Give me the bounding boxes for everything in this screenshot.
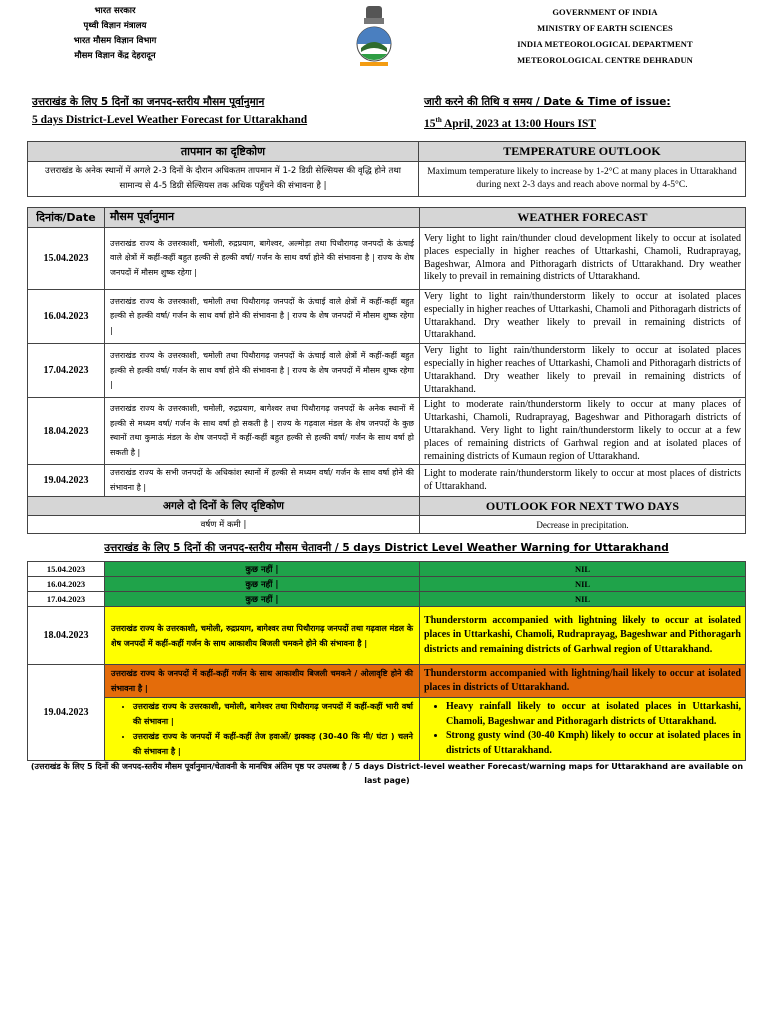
issue-datetime bbox=[424, 111, 744, 133]
outlook-header-hi: अगले दो दिनों के लिए दृष्टिकोण bbox=[28, 497, 420, 516]
page-title bbox=[32, 93, 362, 129]
warning-date: 15.04.2023 bbox=[28, 562, 105, 577]
temperature-header-en: TEMPERATURE OUTLOOK bbox=[419, 142, 746, 162]
list-item: • उत्तराखंड राज्य के जनपदों में कहीं-कहीं तेज हवाओं/ झक्कड़ (30-40 कि मी/ घंटा ) चलने की संभावना है | bbox=[133, 729, 413, 759]
forecast-date: 16.04.2023 bbox=[28, 290, 105, 344]
col-en-header: WEATHER FORECAST bbox=[420, 208, 746, 228]
issue-label bbox=[424, 93, 744, 111]
table-row bbox=[28, 562, 746, 577]
table-row bbox=[28, 592, 746, 607]
table-row bbox=[28, 398, 746, 465]
warning-date: 19.04.2023 bbox=[28, 665, 105, 761]
warning-hi: कुछ नहीं | bbox=[105, 562, 420, 577]
header-left-line: पृथ्वी विज्ञान मंत्रालय bbox=[83, 21, 147, 31]
emblem-logo bbox=[352, 0, 396, 72]
header-right-line: MINISTRY OF EARTH SCIENCES bbox=[537, 23, 673, 33]
issue-day-suffix: th bbox=[435, 116, 442, 124]
forecast-hi: उत्तराखंड राज्य के उत्तरकाशी, चमोली, रुद्रप्रयाग, बागेश्वर तथा पिथौरागढ़ जनपदों के अनेक स्थानों में हल्की से मध्यम वर्षा/ गर्जन के साथ वर्षा हो सकती है | राज्य के गढ़वाल मंडल के शेष जनपदों के कुछ स्थानों तथा कुमाऊं मंडल के शेष जनपदों में कहीं-कहीं बहुत हल्की से हल्की वर्षा/ गर्जन के साथ वर्षा हो सकती है | bbox=[105, 398, 420, 465]
table-row bbox=[28, 228, 746, 290]
table-row bbox=[28, 698, 746, 761]
warning-en: Thunderstorm accompanied with lightning/hail likely to occur at isolated places in districts of Uttarakhand. bbox=[420, 665, 746, 698]
forecast-table bbox=[27, 207, 746, 534]
warning-hi: उत्तराखंड राज्य के उत्तरकाशी, चमोली, रुद्रप्रयाग, बागेश्वर तथा पिथौरागढ़ जनपदों तथा गढ़वाल मंडल के शेष जनपदों में कहीं-कहीं गर्जन के साथ आकाशीय बिजली चमकने होने की संभावना है | bbox=[105, 607, 420, 665]
header-right bbox=[490, 4, 720, 68]
list-item: • Heavy rainfall likely to occur at isolated places in Uttarkashi, Chamoli, Bageshwar and Pithoragarh districts of Uttarakhand. bbox=[446, 700, 741, 729]
forecast-en: Light to moderate rain/thunderstorm likely to occur at most places of districts of Uttarakhand. bbox=[420, 465, 746, 497]
outlook-body-en: Decrease in precipitation. bbox=[420, 516, 746, 534]
forecast-en: Very light to light rain/thunderstorm likely to occur at isolated places especially in higher reaches of Uttarkashi, Chamoli and Pithoragarh districts of Uttarakhand. Dry weather likely to prevail in remaining districts of Uttarakhand. bbox=[420, 344, 746, 398]
table-row bbox=[28, 577, 746, 592]
warning-en: NIL bbox=[420, 562, 746, 577]
warning-title: उत्तराखंड के लिए 5 दिनों की जनपद-स्तरीय मौसम चेतावनी / 5 days District Level Weather Warning for Uttarakhand bbox=[104, 542, 669, 554]
bullet-list bbox=[424, 700, 741, 758]
title-hindi: उत्तराखंड के लिए 5 दिनों का जनपद-स्तरीय मौसम पूर्वानुमान bbox=[32, 96, 265, 108]
title-english: 5 days District-Level Weather Forecast for Uttarakhand bbox=[32, 114, 308, 126]
header-left-line: भारत सरकार bbox=[94, 6, 136, 16]
header-left bbox=[40, 4, 190, 64]
col-date-header: दिनांक/Date bbox=[28, 208, 105, 228]
forecast-date: 19.04.2023 bbox=[28, 465, 105, 497]
header-left-line: मौसम विज्ञान केंद्र देहरादून bbox=[74, 51, 156, 61]
warning-hi: कुछ नहीं | bbox=[105, 577, 420, 592]
temperature-outlook-table bbox=[27, 141, 746, 197]
forecast-en: Very light to light rain/thunder cloud development likely to occur at isolated places especially in higher reaches of Uttarkashi, Chamoli, Rudraprayag, Bageshwar, Almora and Pithoragarh districts of Uttarakhand. Dry weather likely to prevail in remaining districts of Uttarakhand. bbox=[420, 228, 746, 290]
warning-hi-bullets bbox=[105, 698, 420, 761]
footer-note: (उत्तराखंड के लिए 5 दिनों की जनपद-स्तरीय मौसम पूर्वानुमान/चेतावनी के मानचित्र अंतिम पृष्ठ पर उपलब्ध है / 5 days District-level weather Forecast/warning maps for Uttarakhand are available on last page) bbox=[30, 762, 744, 785]
bullet-list bbox=[111, 699, 413, 759]
outlook-header-en: OUTLOOK FOR NEXT TWO DAYS bbox=[420, 497, 746, 516]
temperature-body-en: Maximum temperature likely to increase by 1-2°C at many places in Uttarakhand during next 2-3 days and reach above normal by 4-5°C. bbox=[419, 162, 746, 197]
header-right-line: INDIA METEOROLOGICAL DEPARTMENT bbox=[517, 39, 693, 49]
warning-en: NIL bbox=[420, 592, 746, 607]
issue-rest: April, 2023 at 13:00 Hours IST bbox=[441, 117, 597, 130]
warning-hi: कुछ नहीं | bbox=[105, 592, 420, 607]
warning-date: 16.04.2023 bbox=[28, 577, 105, 592]
forecast-date: 18.04.2023 bbox=[28, 398, 105, 465]
table-row bbox=[28, 665, 746, 698]
table-row bbox=[28, 607, 746, 665]
table-row bbox=[28, 465, 746, 497]
col-hi-header: मौसम पूर्वानुमान bbox=[105, 208, 420, 228]
table-row bbox=[28, 290, 746, 344]
forecast-en: Very light to light rain/thunderstorm likely to occur at isolated places especially in higher reaches of Uttarkashi, Chamoli and Pithoragarh districts of Uttarakhand. Dry weather likely to prevail in remaining districts of Uttarakhand. bbox=[420, 290, 746, 344]
header-right-line: GOVERNMENT OF INDIA bbox=[552, 7, 658, 17]
issue-label-text: जारी करने की तिथि व समय / Date & Time of issue: bbox=[424, 96, 671, 108]
outlook-body-hi: वर्षण में कमी | bbox=[28, 516, 420, 534]
temperature-body-hi: उत्तराखंड के अनेक स्थानों में अगले 2-3 दिनों के दौरान अधिकतम तापमान में 1-2 डिग्री सेल्सियस की वृद्धि होने तथा सामान्य से 4-5 डिग्री सेल्सियस तक अधिक पहुँचने की संभावना है | bbox=[28, 162, 419, 197]
header-left-line: भारत मौसम विज्ञान विभाग bbox=[73, 36, 157, 46]
forecast-hi: उत्तराखंड राज्य के उत्तरकाशी, चमोली तथा पिथौरागढ़ जनपदों के ऊंचाई वाले क्षेत्रों में कहीं-कहीं बहुत हल्की से हल्की वर्षा/ गर्जन के साथ वर्षा होने की संभावना है | राज्य के शेष जनपदों में मौसम शुष्क रहेगा | bbox=[105, 290, 420, 344]
forecast-hi: उत्तराखंड राज्य के उत्तरकाशी, चमोली तथा पिथौरागढ़ जनपदों के ऊंचाई वाले क्षेत्रों में कहीं-कहीं बहुत हल्की से हल्की वर्षा/ गर्जन के साथ वर्षा होने की संभावना है | राज्य के शेष जनपदों में मौसम शुष्क रहेगा | bbox=[105, 344, 420, 398]
warning-date: 17.04.2023 bbox=[28, 592, 105, 607]
forecast-date: 17.04.2023 bbox=[28, 344, 105, 398]
table-row bbox=[28, 344, 746, 398]
temperature-header-hi: तापमान का दृष्टिकोण bbox=[28, 142, 419, 162]
warning-hi: उत्तराखंड राज्य के जनपदों में कहीं-कहीं गर्जन के साथ आकाशीय बिजली चमकने / ओलावृष्टि होने की संभावना है | bbox=[105, 665, 420, 698]
warning-en: Thunderstorm accompanied with lightning likely to occur at isolated places in Uttarkashi, Chamoli, Rudraprayag, Bageshwar and Pithoragarh districts and remaining districts of Garhwal region of Uttarakhand. bbox=[420, 607, 746, 665]
issue-day: 15 bbox=[424, 117, 436, 130]
list-item: • उत्तराखंड राज्य के उत्तरकाशी, चमोली, बागेश्वर तथा पिथौरागढ़ जनपदों में कहीं-कहीं भारी वर्षा की संभावना | bbox=[133, 699, 413, 729]
warning-en: NIL bbox=[420, 577, 746, 592]
list-item: • Strong gusty wind (30-40 Kmph) likely to occur at isolated places in districts of Uttarakhand. bbox=[446, 729, 741, 758]
forecast-date: 15.04.2023 bbox=[28, 228, 105, 290]
forecast-hi: उत्तराखंड राज्य के उत्तरकाशी, चमोली, रुद्रप्रयाग, बागेश्वर, अल्मोड़ा तथा पिथौरागढ़ जनपदों के ऊंचाई वाले क्षेत्रों में कहीं-कहीं बहुत हल्की से हल्की वर्षा/ गर्जन के साथ वर्षा होने की संभावना है | राज्य के शेष जनपदों में मौसम शुष्क रहेगा | bbox=[105, 228, 420, 290]
forecast-en: Light to moderate rain/thunderstorm likely to occur at many places of Uttarkashi, Chamoli, Rudraprayag, Bageshwar and Pithoragarh districts of Uttarakhand. Very light to light rain/thunderstorm likely to occur at a few places of remaining districts of Garhwal region and at isolated places of remaining districts of Kumaun region of Uttarakhand. bbox=[420, 398, 746, 465]
header-right-line: METEOROLOGICAL CENTRE DEHRADUN bbox=[517, 55, 693, 65]
warning-en-bullets bbox=[420, 698, 746, 761]
forecast-hi: उत्तराखंड राज्य के सभी जनपदों के अधिकांश स्थानों में हल्की से मध्यम वर्षा/ गर्जन के साथ वर्षा होने की संभावना है | bbox=[105, 465, 420, 497]
warning-date: 18.04.2023 bbox=[28, 607, 105, 665]
issue-date-block bbox=[424, 93, 744, 133]
warning-table bbox=[27, 561, 746, 761]
